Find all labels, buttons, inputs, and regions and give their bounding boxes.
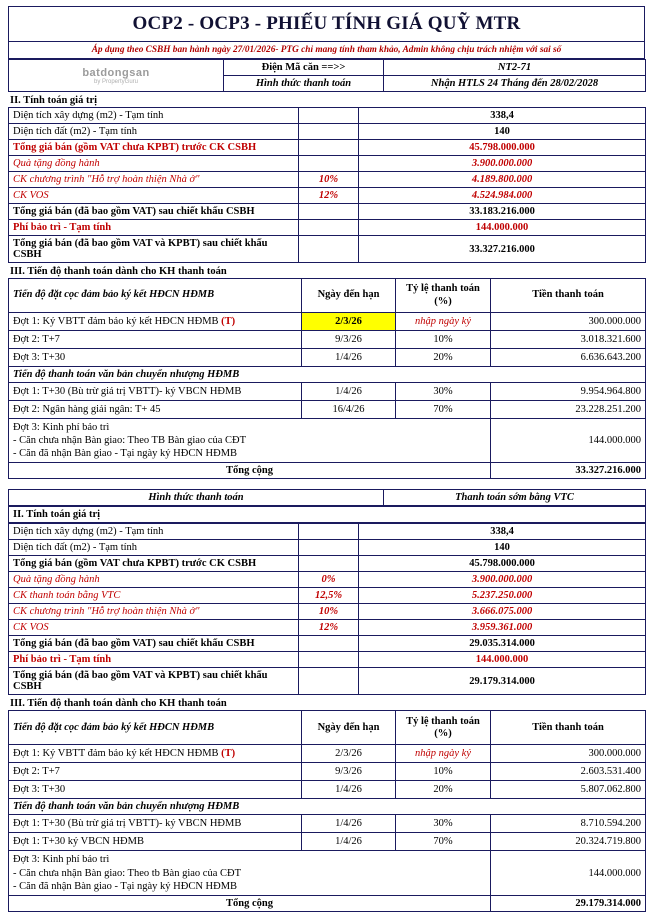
valuation-row-value: 140 bbox=[359, 540, 646, 556]
block1-section2-title: II. Tính toán giá trị bbox=[10, 95, 98, 106]
schedule-note-line: - Căn đã nhận Bàn giao - Tại ngày ký HĐCN HĐMB bbox=[13, 880, 238, 892]
schedule-row-amount: 6.636.643.200 bbox=[491, 349, 646, 367]
valuation-row-value: 45.798.000.000 bbox=[359, 140, 646, 156]
schedule-total-value: 33.327.216.000 bbox=[491, 463, 646, 479]
schedule-header-row bbox=[9, 711, 646, 745]
schedule-row-amount: 8.710.594.200 bbox=[491, 815, 646, 833]
valuation-row-value: 4.524.984.000 bbox=[359, 188, 646, 204]
valuation-row-value: 144.000.000 bbox=[359, 652, 646, 668]
valuation-row-value: 33.327.216.000 bbox=[359, 236, 646, 263]
schedule-note-line: Đợt 3: Kinh phí bảo trì bbox=[13, 422, 110, 433]
schedule-row-percent: nhập ngày ký bbox=[396, 313, 491, 331]
schedule-row bbox=[9, 401, 646, 419]
schedule-row-label: Đợt 1: Ký VBTT đảm bảo ký kết HĐCN HĐMB (T) bbox=[9, 313, 302, 331]
valuation-row-percent bbox=[299, 140, 359, 156]
valuation-row-label: Tổng giá bán (gồm VAT chưa KPBT) trước CK CSBH bbox=[9, 140, 299, 156]
block2-schedule-table bbox=[8, 710, 646, 911]
valuation-row bbox=[9, 636, 646, 652]
schedule-header-cell: Ngày đến hạn bbox=[302, 279, 396, 313]
valuation-row-label: CK thanh toán bằng VTC bbox=[9, 588, 299, 604]
schedule-row-date: 1/4/26 bbox=[302, 815, 396, 833]
schedule-row bbox=[9, 815, 646, 833]
block1-valuation-rows bbox=[9, 108, 646, 263]
schedule-header-cell: Tỷ lệ thanh toán (%) bbox=[396, 279, 491, 313]
valuation-row-percent: 10% bbox=[299, 604, 359, 620]
valuation-row-label: Quà tặng đồng hành bbox=[9, 156, 299, 172]
valuation-row-percent bbox=[299, 124, 359, 140]
schedule-header-cell: Tiền thanh toán bbox=[491, 711, 646, 745]
valuation-row-percent bbox=[299, 636, 359, 652]
schedule-row-amount: 300.000.000 bbox=[491, 313, 646, 331]
schedule-row bbox=[9, 331, 646, 349]
schedule-row bbox=[9, 833, 646, 851]
valuation-row-value: 3.900.000.000 bbox=[359, 572, 646, 588]
valuation-row-value: 29.035.314.000 bbox=[359, 636, 646, 652]
schedule-row-amount: 3.018.321.600 bbox=[491, 331, 646, 349]
schedule-row-date: 1/4/26 bbox=[302, 781, 396, 799]
valuation-row-percent bbox=[299, 156, 359, 172]
schedule-row-date: 16/4/26 bbox=[302, 401, 396, 419]
schedule-row-percent: 10% bbox=[396, 763, 491, 781]
schedule-row-label: Đợt 2: T+7 bbox=[9, 763, 302, 781]
valuation-row bbox=[9, 156, 646, 172]
valuation-row-label: Tổng giá bán (đã bao gồm VAT) sau chiết khấu CSBH bbox=[9, 204, 299, 220]
schedule-row-date[interactable]: 2/3/26 bbox=[302, 313, 396, 331]
valuation-row bbox=[9, 556, 646, 572]
page-title: OCP2 - OCP3 - PHIẾU TÍNH GIÁ QUỸ MTR bbox=[132, 13, 521, 34]
schedule-note-amount: 144.000.000 bbox=[491, 419, 646, 463]
valuation-row bbox=[9, 588, 646, 604]
block2-schedule-body bbox=[9, 711, 646, 911]
valuation-row-value: 33.183.216.000 bbox=[359, 204, 646, 220]
schedule-header-cell: Tỷ lệ thanh toán (%) bbox=[396, 711, 491, 745]
valuation-row-percent bbox=[299, 236, 359, 263]
schedule-subheader-row bbox=[9, 799, 646, 815]
policy-note: Áp dụng theo CSBH ban hành ngày 27/01/2026- PTG chỉ mang tính tham khảo, Admin không chịu trách nhiệm với sai số bbox=[8, 42, 645, 59]
valuation-row-percent bbox=[299, 556, 359, 572]
schedule-row-amount: 23.228.251.200 bbox=[491, 401, 646, 419]
schedule-total-row bbox=[9, 895, 646, 911]
valuation-row bbox=[9, 524, 646, 540]
schedule-subheader-row bbox=[9, 367, 646, 383]
schedule-header-cell: Tiến độ đặt cọc đảm bảo ký kết HĐCN HĐMB bbox=[9, 711, 302, 745]
block2-valuation-table bbox=[8, 523, 646, 695]
schedule-note-row bbox=[9, 851, 646, 895]
schedule-row bbox=[9, 313, 646, 331]
schedule-row-label: Đợt 1: T+30 (Bù trừ giá trị VBTT)- ký VBCN HĐMB bbox=[9, 815, 302, 833]
block2-valuation-rows bbox=[9, 524, 646, 695]
brand-logo-text: batdongsan bbox=[82, 66, 150, 79]
schedule-row-percent: 30% bbox=[396, 383, 491, 401]
unit-code-value: NT2-71 bbox=[384, 60, 646, 76]
valuation-row-percent bbox=[299, 204, 359, 220]
valuation-row-value: 3.959.361.000 bbox=[359, 620, 646, 636]
payment-method-label-2: Hình thức thanh toán bbox=[9, 490, 384, 506]
valuation-row-percent: 12% bbox=[299, 620, 359, 636]
valuation-row bbox=[9, 652, 646, 668]
schedule-row bbox=[9, 383, 646, 401]
valuation-row-label: CK chương trình "Hỗ trợ hoàn thiện Nhà ở" bbox=[9, 172, 299, 188]
valuation-row-value: 338,4 bbox=[359, 524, 646, 540]
schedule-row bbox=[9, 349, 646, 367]
schedule-row-percent: 10% bbox=[396, 331, 491, 349]
schedule-row-label: Đợt 2: T+7 bbox=[9, 331, 302, 349]
valuation-row-value: 3.900.000.000 bbox=[359, 156, 646, 172]
schedule-note-line: Đợt 3: Kinh phí bảo trì bbox=[13, 854, 110, 866]
valuation-row-label: Tổng giá bán (đã bao gồm VAT) sau chiết khấu CSBH bbox=[9, 636, 299, 652]
schedule-row-label: Đợt 1: Ký VBTT đảm bảo ký kết HĐCN HĐMB (T) bbox=[9, 745, 302, 763]
valuation-row bbox=[9, 172, 646, 188]
schedule-row-date: 2/3/26 bbox=[302, 745, 396, 763]
schedule-row-amount: 20.324.719.800 bbox=[491, 833, 646, 851]
schedule-note-line: - Căn chưa nhận Bàn giao: Theo tb Bàn giao của CĐT bbox=[13, 867, 241, 879]
valuation-row bbox=[9, 140, 646, 156]
valuation-row-percent bbox=[299, 540, 359, 556]
valuation-row-percent bbox=[299, 108, 359, 124]
valuation-row-label: Diện tích xây dựng (m2) - Tạm tính bbox=[9, 108, 299, 124]
schedule-note-text bbox=[9, 419, 491, 463]
valuation-row bbox=[9, 668, 646, 695]
schedule-note-row bbox=[9, 419, 646, 463]
schedule-row-percent: 20% bbox=[396, 349, 491, 367]
schedule-row-date: 1/4/26 bbox=[302, 349, 396, 367]
schedule-row-label: Đợt 1: T+30 (Bù trừ giá trị VBTT)- ký VBCN HĐMB bbox=[9, 383, 302, 401]
schedule-note-line: - Căn đã nhận Bàn giao - Tại ngày ký HĐCN HĐMB bbox=[13, 448, 238, 460]
valuation-row bbox=[9, 572, 646, 588]
valuation-row bbox=[9, 604, 646, 620]
schedule-row-tag: (T) bbox=[221, 316, 236, 327]
valuation-row-value: 5.237.250.000 bbox=[359, 588, 646, 604]
valuation-row-label: Phí bảo trì - Tạm tính bbox=[9, 220, 299, 236]
valuation-row-percent bbox=[299, 668, 359, 695]
valuation-row-value: 29.179.314.000 bbox=[359, 668, 646, 695]
block2-section3-title: III. Tiến độ thanh toán dành cho KH thanh toán bbox=[10, 698, 227, 710]
valuation-row-value: 338,4 bbox=[359, 108, 646, 124]
block1-schedule-table bbox=[8, 278, 646, 479]
schedule-row-label: Đợt 3: T+30 bbox=[9, 781, 302, 799]
valuation-row-label: Quà tặng đồng hành bbox=[9, 572, 299, 588]
schedule-row-percent: 70% bbox=[396, 833, 491, 851]
schedule-row-percent: 20% bbox=[396, 781, 491, 799]
schedule-header-cell: Ngày đến hạn bbox=[302, 711, 396, 745]
block1-valuation-table bbox=[8, 107, 646, 263]
valuation-row-label: CK VOS bbox=[9, 620, 299, 636]
valuation-row-label: Diện tích đất (m2) - Tạm tính bbox=[9, 540, 299, 556]
schedule-row-label: Đợt 3: T+30 bbox=[9, 349, 302, 367]
valuation-row-percent bbox=[299, 220, 359, 236]
valuation-row-label: Tổng giá bán (đã bao gồm VAT và KPBT) sau chiết khấu CSBH bbox=[9, 668, 299, 695]
schedule-row-percent: 70% bbox=[396, 401, 491, 419]
valuation-row-value: 4.189.800.000 bbox=[359, 172, 646, 188]
schedule-header-cell: Tiến độ đặt cọc đảm bảo ký kết HĐCN HĐMB bbox=[9, 279, 302, 313]
valuation-row bbox=[9, 220, 646, 236]
payment-method-value-1: Nhận HTLS 24 Tháng đến 28/02/2028 bbox=[384, 76, 646, 92]
block1-schedule-body bbox=[9, 279, 646, 479]
schedule-total-value: 29.179.314.000 bbox=[491, 895, 646, 911]
brand-logo bbox=[9, 60, 224, 92]
valuation-row-label: CK VOS bbox=[9, 188, 299, 204]
valuation-row-value: 45.798.000.000 bbox=[359, 556, 646, 572]
block1-section3-title: III. Tiến độ thanh toán dành cho KH thanh toán bbox=[10, 266, 227, 277]
block2-header-table bbox=[8, 489, 646, 506]
valuation-row bbox=[9, 204, 646, 220]
schedule-header-cell: Tiền thanh toán bbox=[491, 279, 646, 313]
valuation-row-value: 144.000.000 bbox=[359, 220, 646, 236]
schedule-row-label: Đợt 2: Ngân hàng giải ngân: T+ 45 bbox=[9, 401, 302, 419]
schedule-row-percent: 30% bbox=[396, 815, 491, 833]
valuation-row-label: Diện tích xây dựng (m2) - Tạm tính bbox=[9, 524, 299, 540]
schedule-row-date: 1/4/26 bbox=[302, 383, 396, 401]
schedule-subheader-label: Tiến độ thanh toán văn bản chuyển nhượng HĐMB bbox=[9, 799, 646, 815]
schedule-total-label: Tổng cộng bbox=[9, 463, 491, 479]
valuation-row-label: Diện tích đất (m2) - Tạm tính bbox=[9, 124, 299, 140]
valuation-row bbox=[9, 108, 646, 124]
valuation-row-label: CK chương trình "Hỗ trợ hoàn thiện Nhà ở" bbox=[9, 604, 299, 620]
valuation-row-value: 3.666.075.000 bbox=[359, 604, 646, 620]
header-info-table bbox=[8, 59, 646, 92]
valuation-row-value: 140 bbox=[359, 124, 646, 140]
block2-section2-title-table bbox=[8, 506, 646, 523]
schedule-row-amount: 300.000.000 bbox=[491, 745, 646, 763]
unit-code-label: Điện Mã căn ==>> bbox=[224, 60, 384, 76]
schedule-subheader-label: Tiến độ thanh toán văn bản chuyển nhượng HĐMB bbox=[9, 367, 646, 383]
schedule-header-row bbox=[9, 279, 646, 313]
schedule-total-row bbox=[9, 463, 646, 479]
schedule-row-date: 1/4/26 bbox=[302, 833, 396, 851]
schedule-row bbox=[9, 763, 646, 781]
schedule-row-amount: 2.603.531.400 bbox=[491, 763, 646, 781]
payment-method-label-1: Hình thức thanh toán bbox=[224, 76, 384, 92]
valuation-row-label: Tổng giá bán (đã bao gồm VAT và KPBT) sau chiết khấu CSBH bbox=[9, 236, 299, 263]
valuation-row bbox=[9, 540, 646, 556]
schedule-row-amount: 9.954.964.800 bbox=[491, 383, 646, 401]
schedule-row bbox=[9, 745, 646, 763]
block2-section2-title: II. Tính toán giá trị bbox=[9, 507, 646, 523]
payment-method-value-2: Thanh toán sớm bằng VTC bbox=[384, 490, 646, 506]
schedule-row-amount: 5.807.062.800 bbox=[491, 781, 646, 799]
valuation-row-percent bbox=[299, 652, 359, 668]
valuation-row-percent: 12,5% bbox=[299, 588, 359, 604]
brand-logo-subtext: by PropertyGuru bbox=[93, 78, 139, 85]
valuation-row bbox=[9, 236, 646, 263]
schedule-row-tag: (T) bbox=[221, 748, 236, 760]
valuation-row bbox=[9, 620, 646, 636]
schedule-row-date: 9/3/26 bbox=[302, 331, 396, 349]
schedule-note-amount: 144.000.000 bbox=[491, 851, 646, 895]
valuation-row-percent: 12% bbox=[299, 188, 359, 204]
schedule-row-date: 9/3/26 bbox=[302, 763, 396, 781]
valuation-row-label: Tổng giá bán (gồm VAT chưa KPBT) trước CK CSBH bbox=[9, 556, 299, 572]
valuation-row-percent: 10% bbox=[299, 172, 359, 188]
valuation-row bbox=[9, 124, 646, 140]
valuation-row-label: Phí bảo trì - Tạm tính bbox=[9, 652, 299, 668]
schedule-row-label: Đợt 1: T+30 ký VBCN HĐMB bbox=[9, 833, 302, 851]
schedule-row-percent: nhập ngày ký bbox=[396, 745, 491, 763]
valuation-row-percent: 0% bbox=[299, 572, 359, 588]
schedule-total-label: Tổng cộng bbox=[9, 895, 491, 911]
schedule-note-text bbox=[9, 851, 491, 895]
valuation-row bbox=[9, 188, 646, 204]
valuation-row-percent bbox=[299, 524, 359, 540]
schedule-note-line: - Căn chưa nhận Bàn giao: Theo TB Bàn giao của CĐT bbox=[13, 435, 247, 447]
schedule-row bbox=[9, 781, 646, 799]
document-title-bar bbox=[8, 6, 645, 42]
